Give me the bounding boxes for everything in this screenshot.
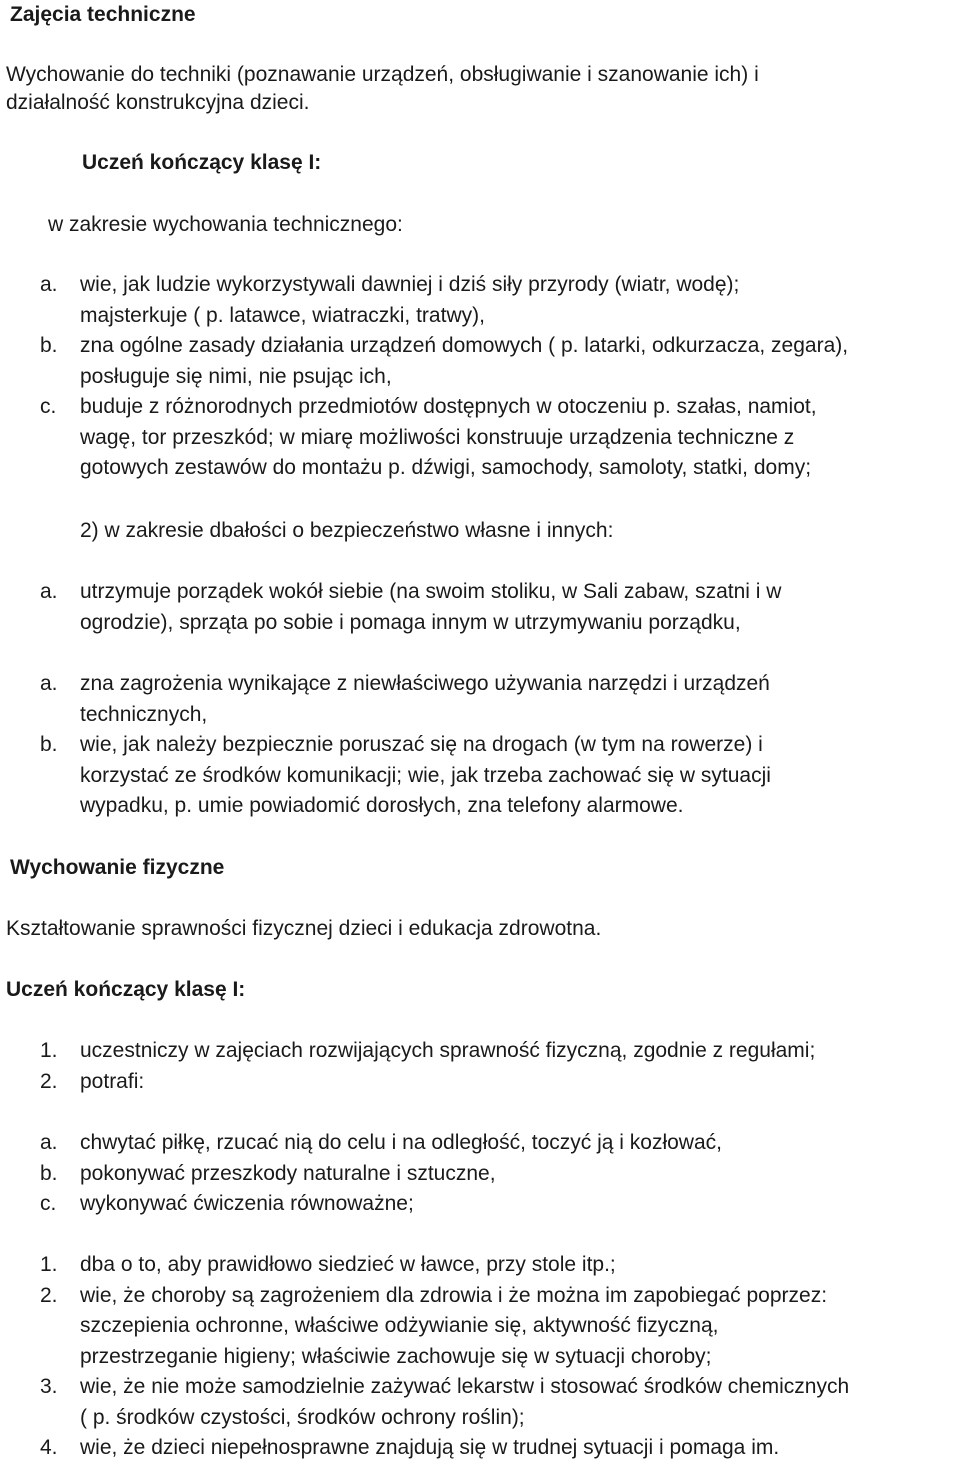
- list-item-text: utrzymuje porządek wokół siebie (na swoim stoliku, w Sali zabaw, szatni i w: [80, 580, 782, 603]
- list-item-label: a.: [40, 580, 58, 603]
- list-item-label: b.: [40, 334, 58, 357]
- list-item-text: zna ogólne zasady działania urządzeń domowych ( p. latarki, odkurzacza, zegara),: [80, 334, 849, 357]
- grade-heading: Uczeń kończący klasę I:: [6, 978, 246, 1001]
- list-item-label: b.: [40, 1161, 58, 1185]
- grade-heading: Uczeń kończący klasę I:: [82, 151, 322, 174]
- list-item-text: wykonywać ćwiczenia równoważne;: [80, 1192, 414, 1215]
- list-item-label: c.: [40, 1192, 57, 1215]
- subsection-heading: 2) w zakresie dbałości o bezpieczeństwo własne i innych:: [80, 519, 614, 542]
- list-item-text: pokonywać przeszkody naturalne i sztuczne,: [80, 1161, 496, 1185]
- list-item-label: b.: [40, 733, 58, 756]
- list-item-label: a.: [40, 672, 58, 695]
- list-item-text: ogrodzie), sprząta po sobie i pomaga innym w utrzymywaniu porządku,: [80, 610, 741, 634]
- list-item-text: wie, że nie może samodzielnie zażywać lekarstw i stosować środków chemicznych: [80, 1375, 850, 1398]
- list-item-text: technicznych,: [80, 702, 208, 726]
- list-item-text: wie, że choroby są zagrożeniem dla zdrowia i że można im zapobiegać poprzez:: [80, 1283, 828, 1307]
- list-item-text: wie, jak należy bezpiecznie poruszać się na drogach (w tym na rowerze) i: [80, 733, 763, 756]
- list-item-text: majsterkuje ( p. latawce, wiatraczki, tratwy),: [80, 303, 485, 327]
- list-item-text: wie, że dzieci niepełnosprawne znajdują się w trudnej sytuacji i pomaga im.: [80, 1436, 780, 1459]
- list-item-text: posługuje się nimi, nie psując ich,: [80, 364, 392, 388]
- list-item-text: ( p. środków czystości, środków ochrony roślin);: [80, 1405, 525, 1429]
- list-item-text: potrafi:: [80, 1069, 145, 1093]
- list-item-label: 1.: [40, 1253, 58, 1276]
- list-item-text: szczepienia ochronne, właściwe odżywianie się, aktywność fizyczną,: [80, 1314, 719, 1337]
- list-item-label: a.: [40, 1131, 58, 1154]
- list-item-text: gotowych zestawów do montażu p. dźwigi, samochody, samoloty, statki, domy;: [80, 456, 812, 479]
- section-title: Zajęcia techniczne: [10, 3, 196, 26]
- list-item-text: chwytać piłkę, rzucać nią do celu i na odległość, toczyć ją i kozłować,: [80, 1131, 722, 1154]
- subsection-heading: w zakresie wychowania technicznego:: [48, 213, 403, 236]
- intro-line: działalność konstrukcyjna dzieci.: [6, 91, 310, 114]
- intro-line: Wychowanie do techniki (poznawanie urządzeń, obsługiwanie i szanowanie ich) i: [6, 63, 759, 86]
- list-item-text: korzystać ze środków komunikacji; wie, jak trzeba zachować się w sytuacji: [80, 763, 771, 787]
- list-item-label: 2.: [40, 1069, 58, 1093]
- list-item-text: buduje z różnorodnych przedmiotów dostępnych w otoczeniu p. szałas, namiot,: [80, 395, 817, 418]
- list-item-text: wagę, tor przeszkód; w miarę możliwości konstruuje urządzenia techniczne z: [80, 425, 795, 449]
- list-item-text: wie, jak ludzie wykorzystywali dawniej i dziś siły przyrody (wiatr, wodę);: [80, 273, 740, 296]
- list-item-label: 1.: [40, 1039, 58, 1062]
- list-item-label: c.: [40, 395, 57, 418]
- list-item-text: zna zagrożenia wynikające z niewłaściwego używania narzędzi i urządzeń: [80, 672, 770, 695]
- list-item-label: 3.: [40, 1375, 58, 1398]
- list-item-label: 4.: [40, 1436, 58, 1459]
- list-item-label: a.: [40, 273, 58, 296]
- section-title: Wychowanie fizyczne: [10, 856, 225, 879]
- list-item-text: wypadku, p. umie powiadomić dorosłych, zna telefony alarmowe.: [80, 794, 684, 817]
- list-item-text: uczestniczy w zajęciach rozwijających sprawność fizyczną, zgodnie z regułami;: [80, 1039, 816, 1062]
- list-item-text: przestrzeganie higieny; właściwie zachowuje się w sytuacji choroby;: [80, 1344, 712, 1368]
- list-item-label: 2.: [40, 1283, 58, 1307]
- list-item-text: dba o to, aby prawidłowo siedzieć w ławce, przy stole itp.;: [80, 1253, 616, 1276]
- intro-line: Kształtowanie sprawności fizycznej dzieci i edukacja zdrowotna.: [6, 917, 602, 940]
